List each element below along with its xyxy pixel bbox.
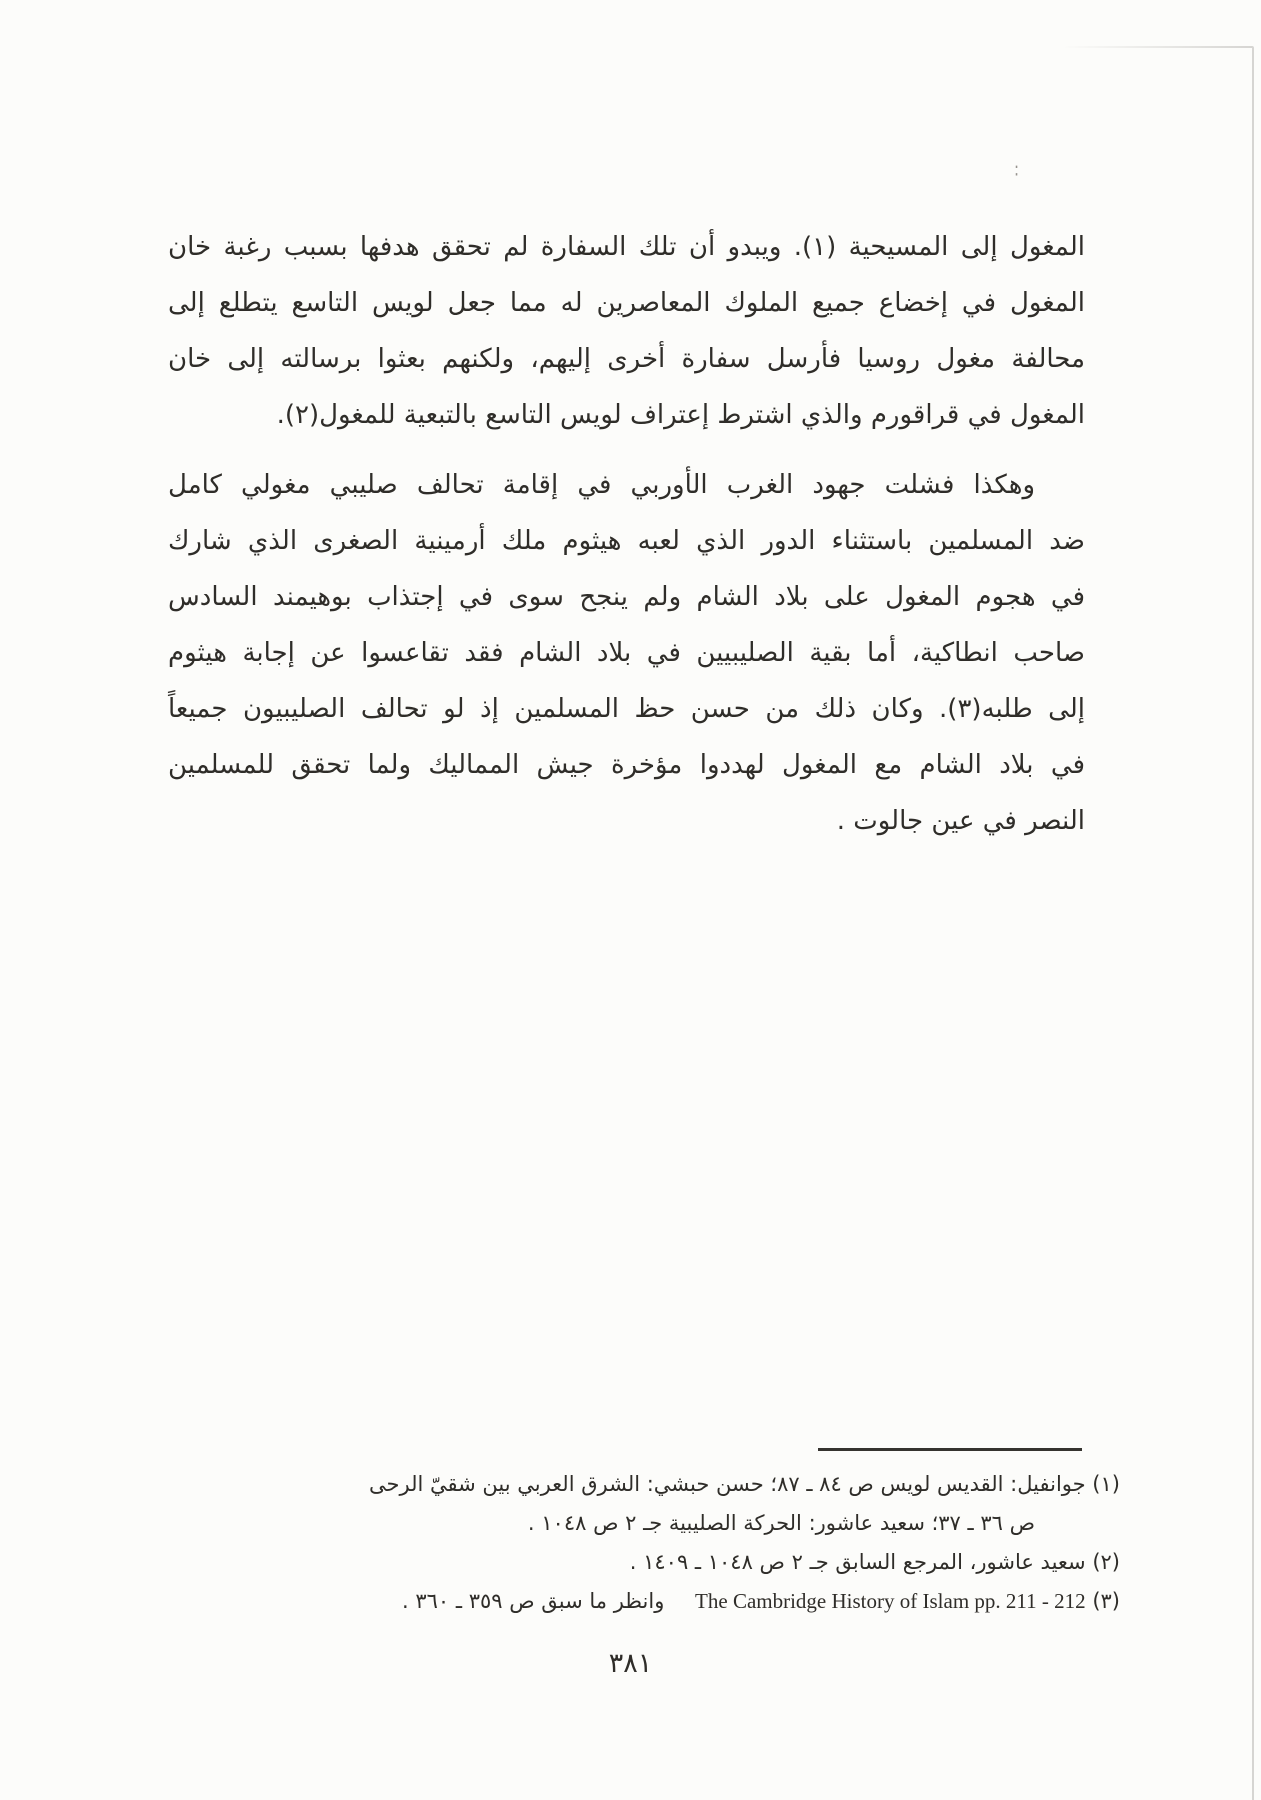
body-text-block [168, 219, 1085, 849]
body-text-line: إلى طلبه(٣). وكان ذلك من حسن حظ المسلمين إذ لو تحالف الصليبيون جميعاً [168, 694, 1085, 724]
body-text-line: في هجوم المغول على بلاد الشام ولم ينجح سوى في إجتذاب بوهيمند السادس [168, 582, 1085, 612]
scan-artifact-mark: : [1014, 157, 1020, 181]
body-text-line: وهكذا فشلت جهود الغرب الأوربي في إقامة تحالف صليبي مغولي كامل [168, 470, 1035, 500]
footnote-3 [290, 1582, 1120, 1621]
body-text-line: في بلاد الشام مع المغول لهددوا مؤخرة جيش المماليك ولما تحقق للمسلمين [168, 750, 1085, 780]
footnote-3-latin-reference: The Cambridge History of Islam pp. 211 - 212 [695, 1589, 1086, 1613]
body-text-line: المغول في إخضاع جميع الملوك المعاصرين له مما جعل لويس التاسع يتطلع إلى [168, 288, 1085, 318]
footnote-1-line-1: (١) جوانفيل: القديس لويس ص ٨٤ ـ ٨٧؛ حسن حبشي: الشرق العربي بين شقيّ الرحى [369, 1472, 1120, 1496]
body-text-line: صاحب انطاكية، أما بقية الصليبيين في بلاد الشام فقد تقاعسوا عن إجابة هيثوم [168, 638, 1085, 668]
footnote-1-line-2: ص ٣٦ ـ ٣٧؛ سعيد عاشور: الحركة الصليبية جـ ٢ ص ١٠٤٨ . [527, 1511, 1035, 1535]
body-text-line: المغول إلى المسيحية (١). ويبدو أن تلك السفارة لم تحقق هدفها بسبب رغبة خان [168, 232, 1085, 262]
footnote-3-arabic-text: وانظر ما سبق ص ٣٥٩ ـ ٣٦٠ . [401, 1589, 665, 1613]
footnote-2: (٢) سعيد عاشور، المرجع السابق جـ ٢ ص ١٠٤٨ ـ ١٤٠٩ . [629, 1550, 1120, 1574]
body-paragraph-2 [168, 457, 1085, 849]
page-number: ٣٨١ [608, 1648, 653, 1679]
footnote-separator [818, 1448, 1082, 1451]
body-text-line: النصر في عين جالوت . [836, 806, 1085, 836]
body-text-line: ضد المسلمين باستثناء الدور الذي لعبه هيثوم ملك أرمينية الصغرى الذي شارك [168, 526, 1085, 556]
page-scan-edge-right [1252, 46, 1254, 1800]
body-text-line: محالفة مغول روسيا فأرسل سفارة أخرى إليهم، ولكنهم بعثوا برسالته إلى خان [168, 344, 1085, 374]
page-scan-edge-top [1062, 46, 1252, 48]
body-text-line: المغول في قراقورم والذي اشترط إعتراف لويس التاسع بالتبعية للمغول(٢). [276, 400, 1085, 430]
body-paragraph-1 [168, 219, 1085, 443]
footnotes-section [290, 1465, 1120, 1621]
footnote-3-marker: (٣) [1092, 1589, 1120, 1613]
